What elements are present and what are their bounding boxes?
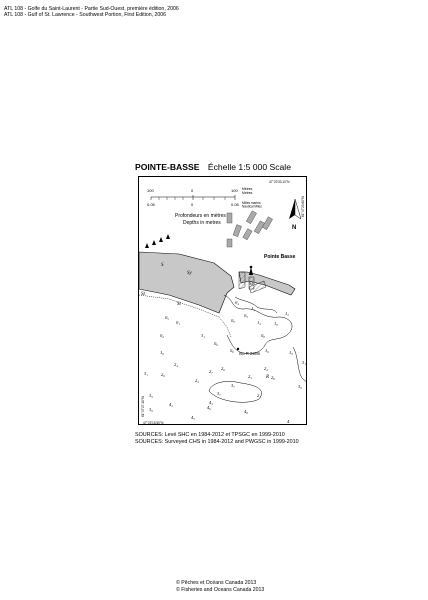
sounding-18: 0₆	[230, 348, 234, 353]
coord-right-side: 61°47'29.60"W	[301, 195, 305, 217]
sounding-25: 1₉	[289, 350, 293, 355]
coord-top-right: 47°23'33.10"N	[269, 180, 290, 184]
scale-bar	[151, 195, 235, 200]
depth-legend-en: Depths in metres	[183, 220, 221, 226]
chart-name: POINTE-BASSE	[135, 162, 200, 172]
sounding-34: 3₇	[217, 391, 221, 396]
sounding-31: 2₈	[271, 375, 275, 380]
scale-miles-right: 0.05	[231, 202, 239, 207]
land-label-st-1: St	[141, 292, 145, 297]
depth-legend-fr: Profondeurs en mètres	[175, 213, 226, 219]
scale-miles-zero: 0	[191, 202, 194, 207]
coord-bottom-left-vertical: 61°47'27.10"W	[141, 395, 145, 417]
sounding-32: 2₁	[257, 393, 261, 398]
land-label-st-3: St	[249, 282, 253, 287]
sounding-21: 1₂	[257, 320, 261, 325]
light-beacon	[237, 348, 239, 350]
sounding-17: 0₄	[235, 300, 239, 305]
place-name: Pointe Basse	[264, 254, 296, 260]
pier-hatched	[239, 272, 245, 289]
copyright-fr: © Pêches et Océans Canada 2013	[176, 580, 257, 586]
breakwater	[239, 272, 295, 295]
chart-svg	[139, 177, 307, 425]
sounding-29: 2₂	[264, 366, 268, 371]
sounding-13: 4	[287, 419, 290, 424]
sources-fr: SOURCES: Levé SHC en 1984-2012 et TPSGC en 1999-2010	[135, 432, 285, 438]
sounding-5: 3₁	[144, 371, 148, 376]
scale-metres-right: 100	[231, 188, 238, 193]
sounding-0: 0₅	[165, 315, 169, 320]
light-flare	[249, 267, 253, 275]
coord-bottom-left: 47°23'15.50"N	[143, 421, 164, 425]
sounding-15: 0₆	[214, 341, 218, 346]
sounding-30: 2₅	[248, 374, 252, 379]
sounding-36: 2₇	[209, 369, 213, 374]
sounding-20: 1₁	[251, 306, 255, 311]
sounding-38: 4₃	[209, 400, 213, 405]
scale-miles-left: 0.05	[147, 202, 155, 207]
sounding-22: 0₈	[261, 333, 265, 338]
sounding-14: 3₁	[201, 333, 205, 338]
copyright-en: © Fisheries and Oceans Canada 2013	[176, 587, 265, 593]
sounding-2: 0₂	[160, 333, 164, 338]
land-area	[139, 252, 234, 313]
sounding-4: 2₄	[174, 362, 178, 367]
sounding-8: 3₉	[149, 407, 153, 412]
sources-en: SOURCES: Surveyed CHS in 1984-2012 and PWGSC in 1999-2010	[135, 439, 299, 445]
land-label-st-2: St	[177, 302, 181, 307]
rock-markers	[145, 234, 170, 248]
scale-metres-left: 100	[147, 188, 154, 193]
sounding-28: 3₉	[298, 384, 302, 389]
sounding-16: 0₅	[231, 318, 235, 323]
land-label-s: S	[161, 263, 164, 268]
sounding-10: 4₅	[191, 415, 195, 420]
header-line-fr: ATL 108 - Golfe du Saint-Laurent - Partie Sud-Ouest, première édition, 2006	[4, 6, 179, 12]
land-label-sy: Sy	[187, 271, 192, 276]
sounding-37: 2₆	[221, 366, 225, 371]
seabed-label: R	[266, 375, 270, 380]
sounding-24: 1₂	[285, 311, 289, 316]
sounding-12: 4₈	[244, 409, 248, 414]
north-arrow-icon	[289, 199, 301, 219]
light-label: Iso R 2s8m	[239, 351, 261, 356]
sounding-33: 3₇	[231, 383, 235, 388]
depth-contour-east	[293, 347, 307, 383]
sounding-3: 1₆	[160, 350, 164, 355]
header-line-en: ATL 108 - Gulf of St. Lawrence - Southwest Portion, First Edition, 2006	[4, 12, 167, 18]
sounding-1: 0₁	[176, 320, 180, 325]
harbour-chart	[138, 176, 307, 425]
sounding-27: 3₁	[302, 360, 306, 365]
sounding-9: 4₂	[169, 402, 173, 407]
chart-title	[135, 162, 291, 172]
north-label: N	[292, 225, 297, 231]
soundings-layer	[144, 300, 306, 424]
scale-miles-label: Milles marins Nautical Miles	[242, 201, 262, 209]
scale-metres-label-fr: Mètres	[242, 187, 253, 191]
chart-scale: Échelle 1:5 000 Scale	[207, 162, 291, 172]
scale-metres-zero: 0	[191, 188, 194, 193]
sounding-6: 2₆	[161, 372, 165, 377]
sounding-23: 1₉	[274, 321, 278, 326]
sounding-35: 2₃	[195, 378, 199, 383]
sounding-26: 1₆	[265, 348, 269, 353]
sounding-11: 4₆	[207, 405, 211, 410]
sounding-19: 0₃	[244, 313, 248, 318]
sounding-7: 3₉	[149, 393, 153, 398]
scale-metres-label-en: Metres	[242, 191, 253, 195]
depth-contour-5m	[235, 297, 277, 313]
buildings	[227, 211, 273, 247]
